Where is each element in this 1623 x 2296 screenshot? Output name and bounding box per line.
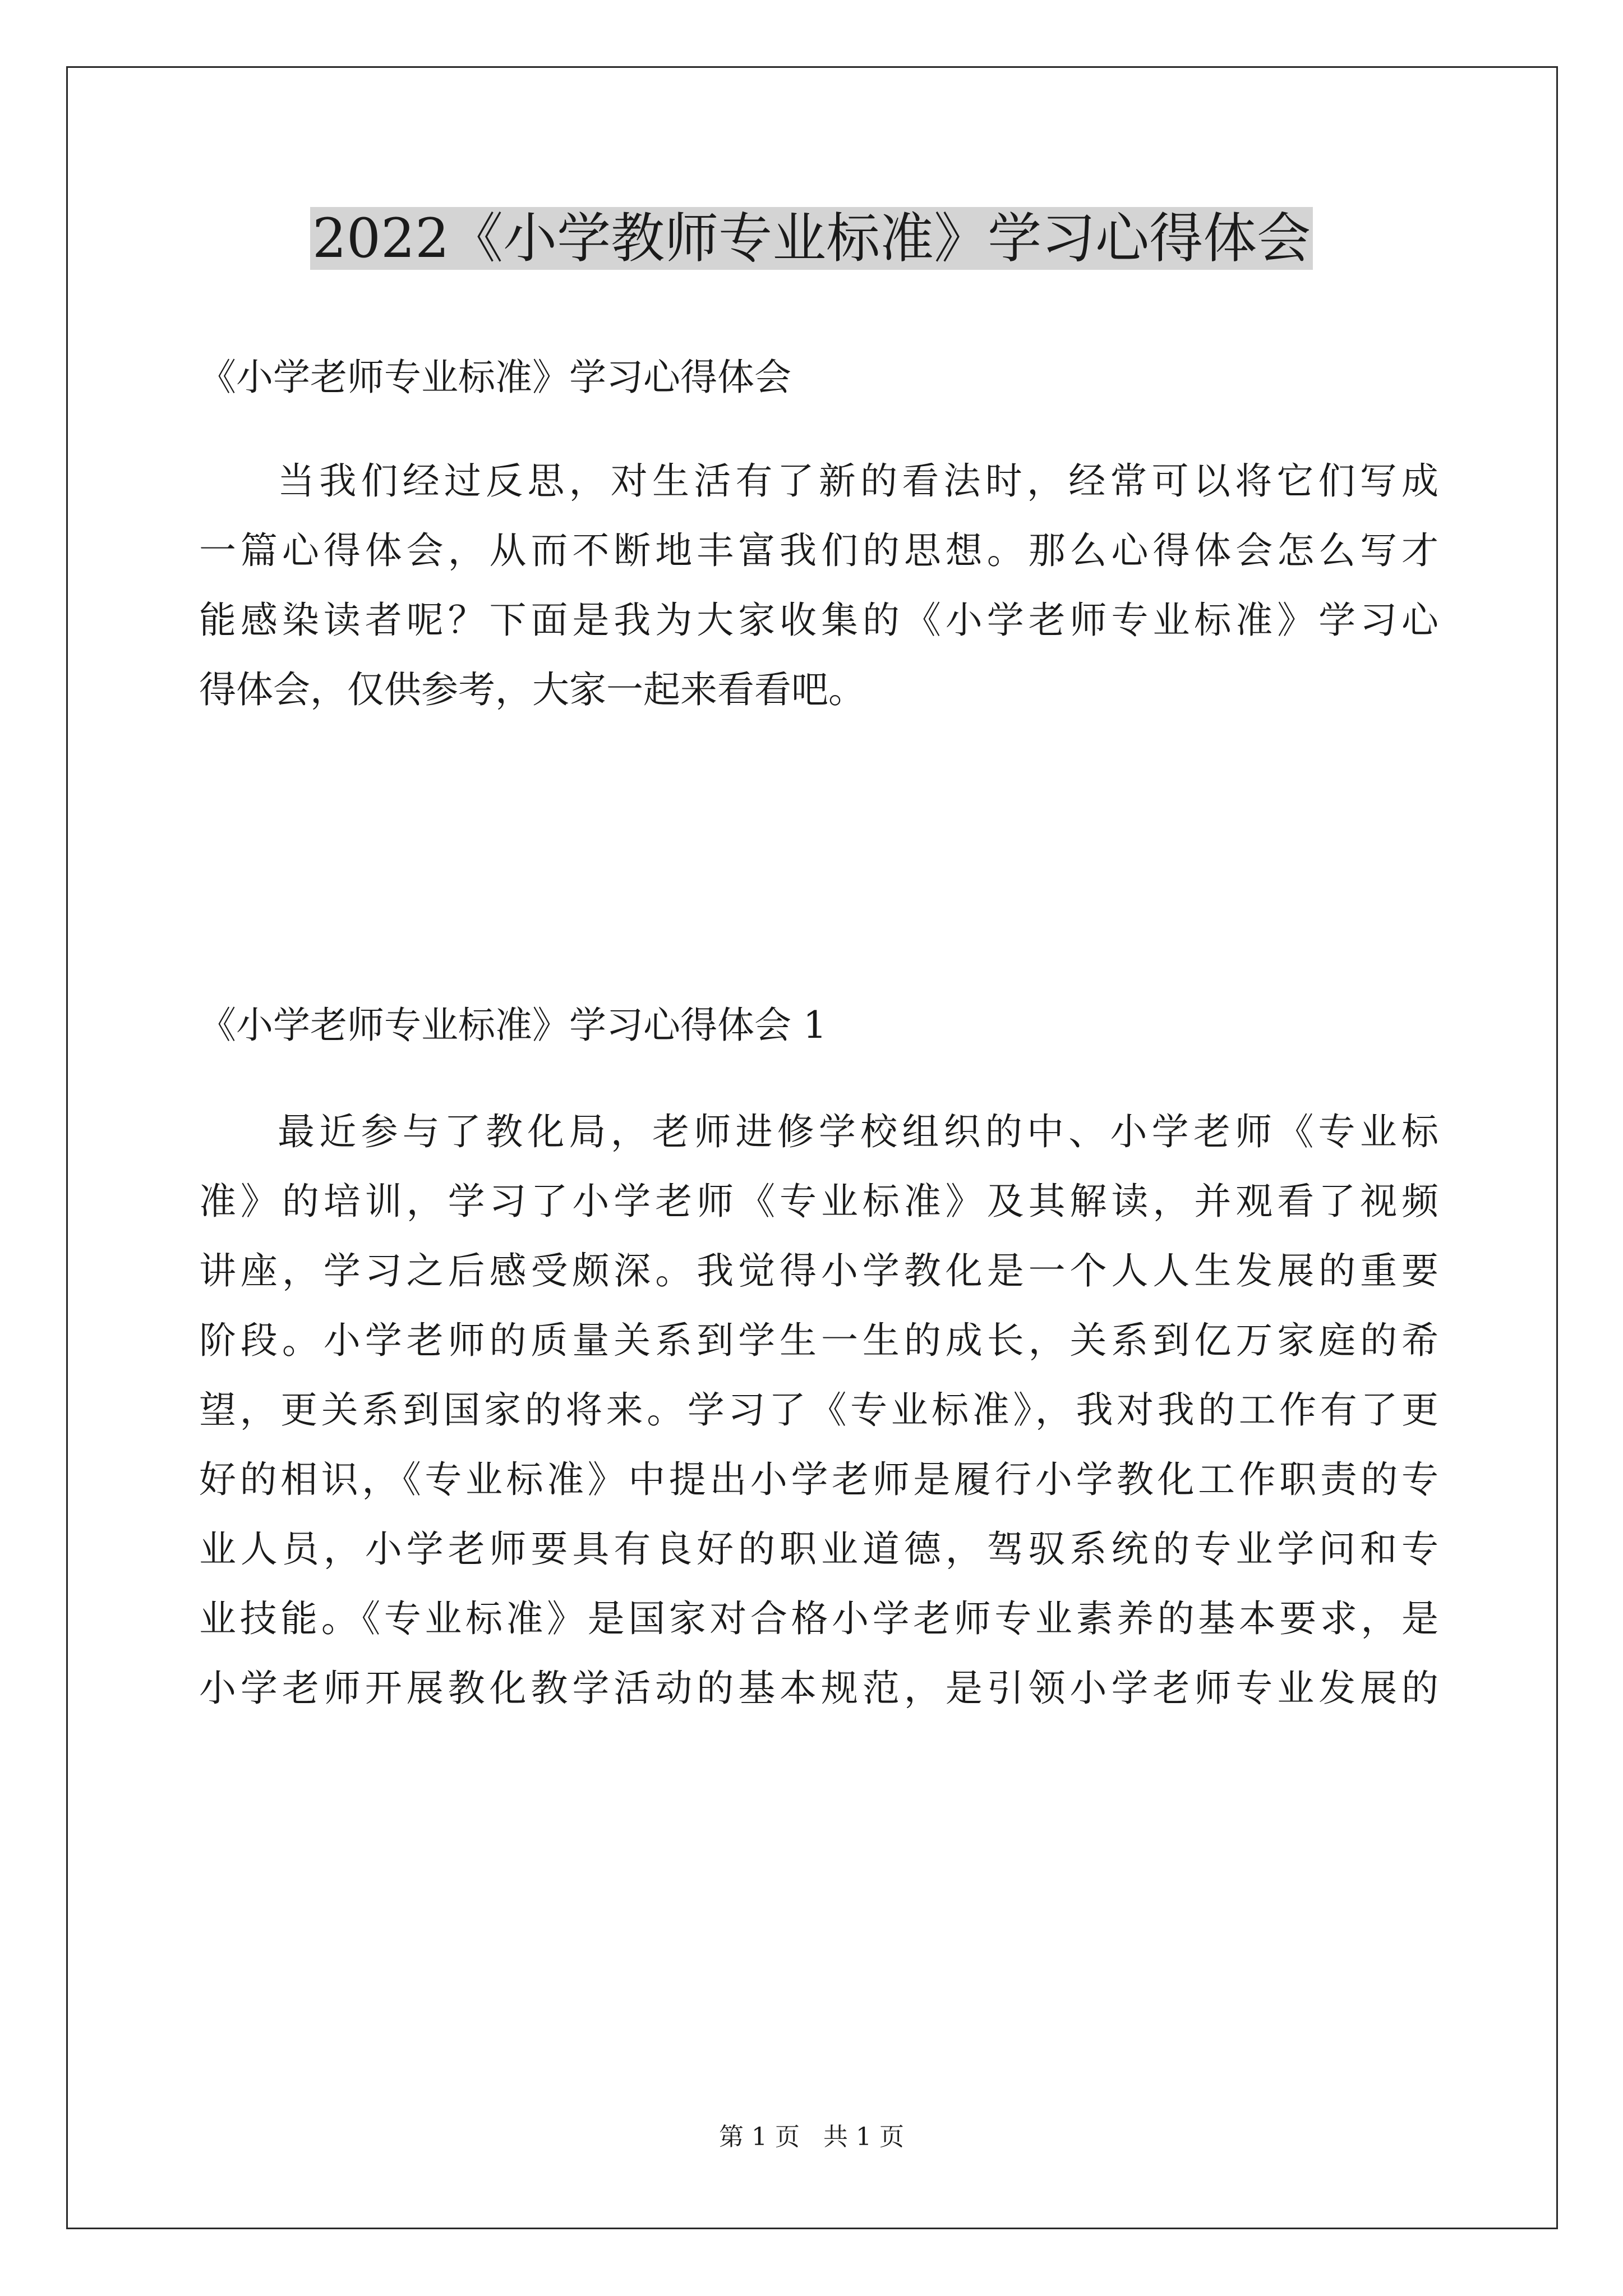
intro-paragraph	[199, 459, 1438, 741]
body-line: 好的相识，《专业标准》中提出小学老师是履行小学教化工作职责的专	[199, 1458, 1438, 1501]
section-heading-1: 《小学老师专业标准》学习心得体会 1	[199, 1004, 827, 1047]
section-heading-intro: 《小学老师专业标准》学习心得体会	[199, 356, 791, 399]
body-line: 望，更关系到国家的将来。学习了《专业标准》，我对我的工作有了更	[199, 1388, 1438, 1432]
page-footer: 第 1 页 共 1 页	[719, 2123, 904, 2151]
intro-line: 能感染读者呢？下面是我为大家收集的《小学老师专业标准》学习心	[199, 599, 1438, 642]
intro-line: 得体会，仅供参考，大家一起来看看吧。	[199, 668, 865, 711]
intro-line: 一篇心得体会，从而不断地丰富我们的思想。那么心得体会怎么写才	[199, 529, 1438, 572]
intro-line: 当我们经过反思，对生活有了新的看法时，经常可以将它们写成	[278, 459, 1438, 503]
document-title-text: 2022《小学教师专业标准》学习心得体会	[310, 207, 1313, 270]
body-line: 最近参与了教化局，老师进修学校组织的中、小学老师《专业标	[278, 1110, 1438, 1153]
body-line: 阶段。小学老师的质量关系到学生一生的成长，关系到亿万家庭的希	[199, 1319, 1438, 1362]
body-line: 业人员，小学老师要具有良好的职业道德，驾驭系统的专业学问和专	[199, 1527, 1438, 1571]
body-line: 讲座，学习之后感受颇深。我觉得小学教化是一个人人生发展的重要	[199, 1249, 1438, 1292]
body-line: 小学老师开展教化教学活动的基本规范，是引领小学老师专业发展的	[199, 1667, 1438, 1710]
document-title	[0, 202, 1623, 275]
body-line: 业技能。《专业标准》是国家对合格小学老师专业素养的基本要求，是	[199, 1597, 1438, 1640]
body-paragraph	[199, 1110, 1438, 1740]
body-line: 准》的培训，学习了小学老师《专业标准》及其解读，并观看了视频	[199, 1180, 1438, 1223]
